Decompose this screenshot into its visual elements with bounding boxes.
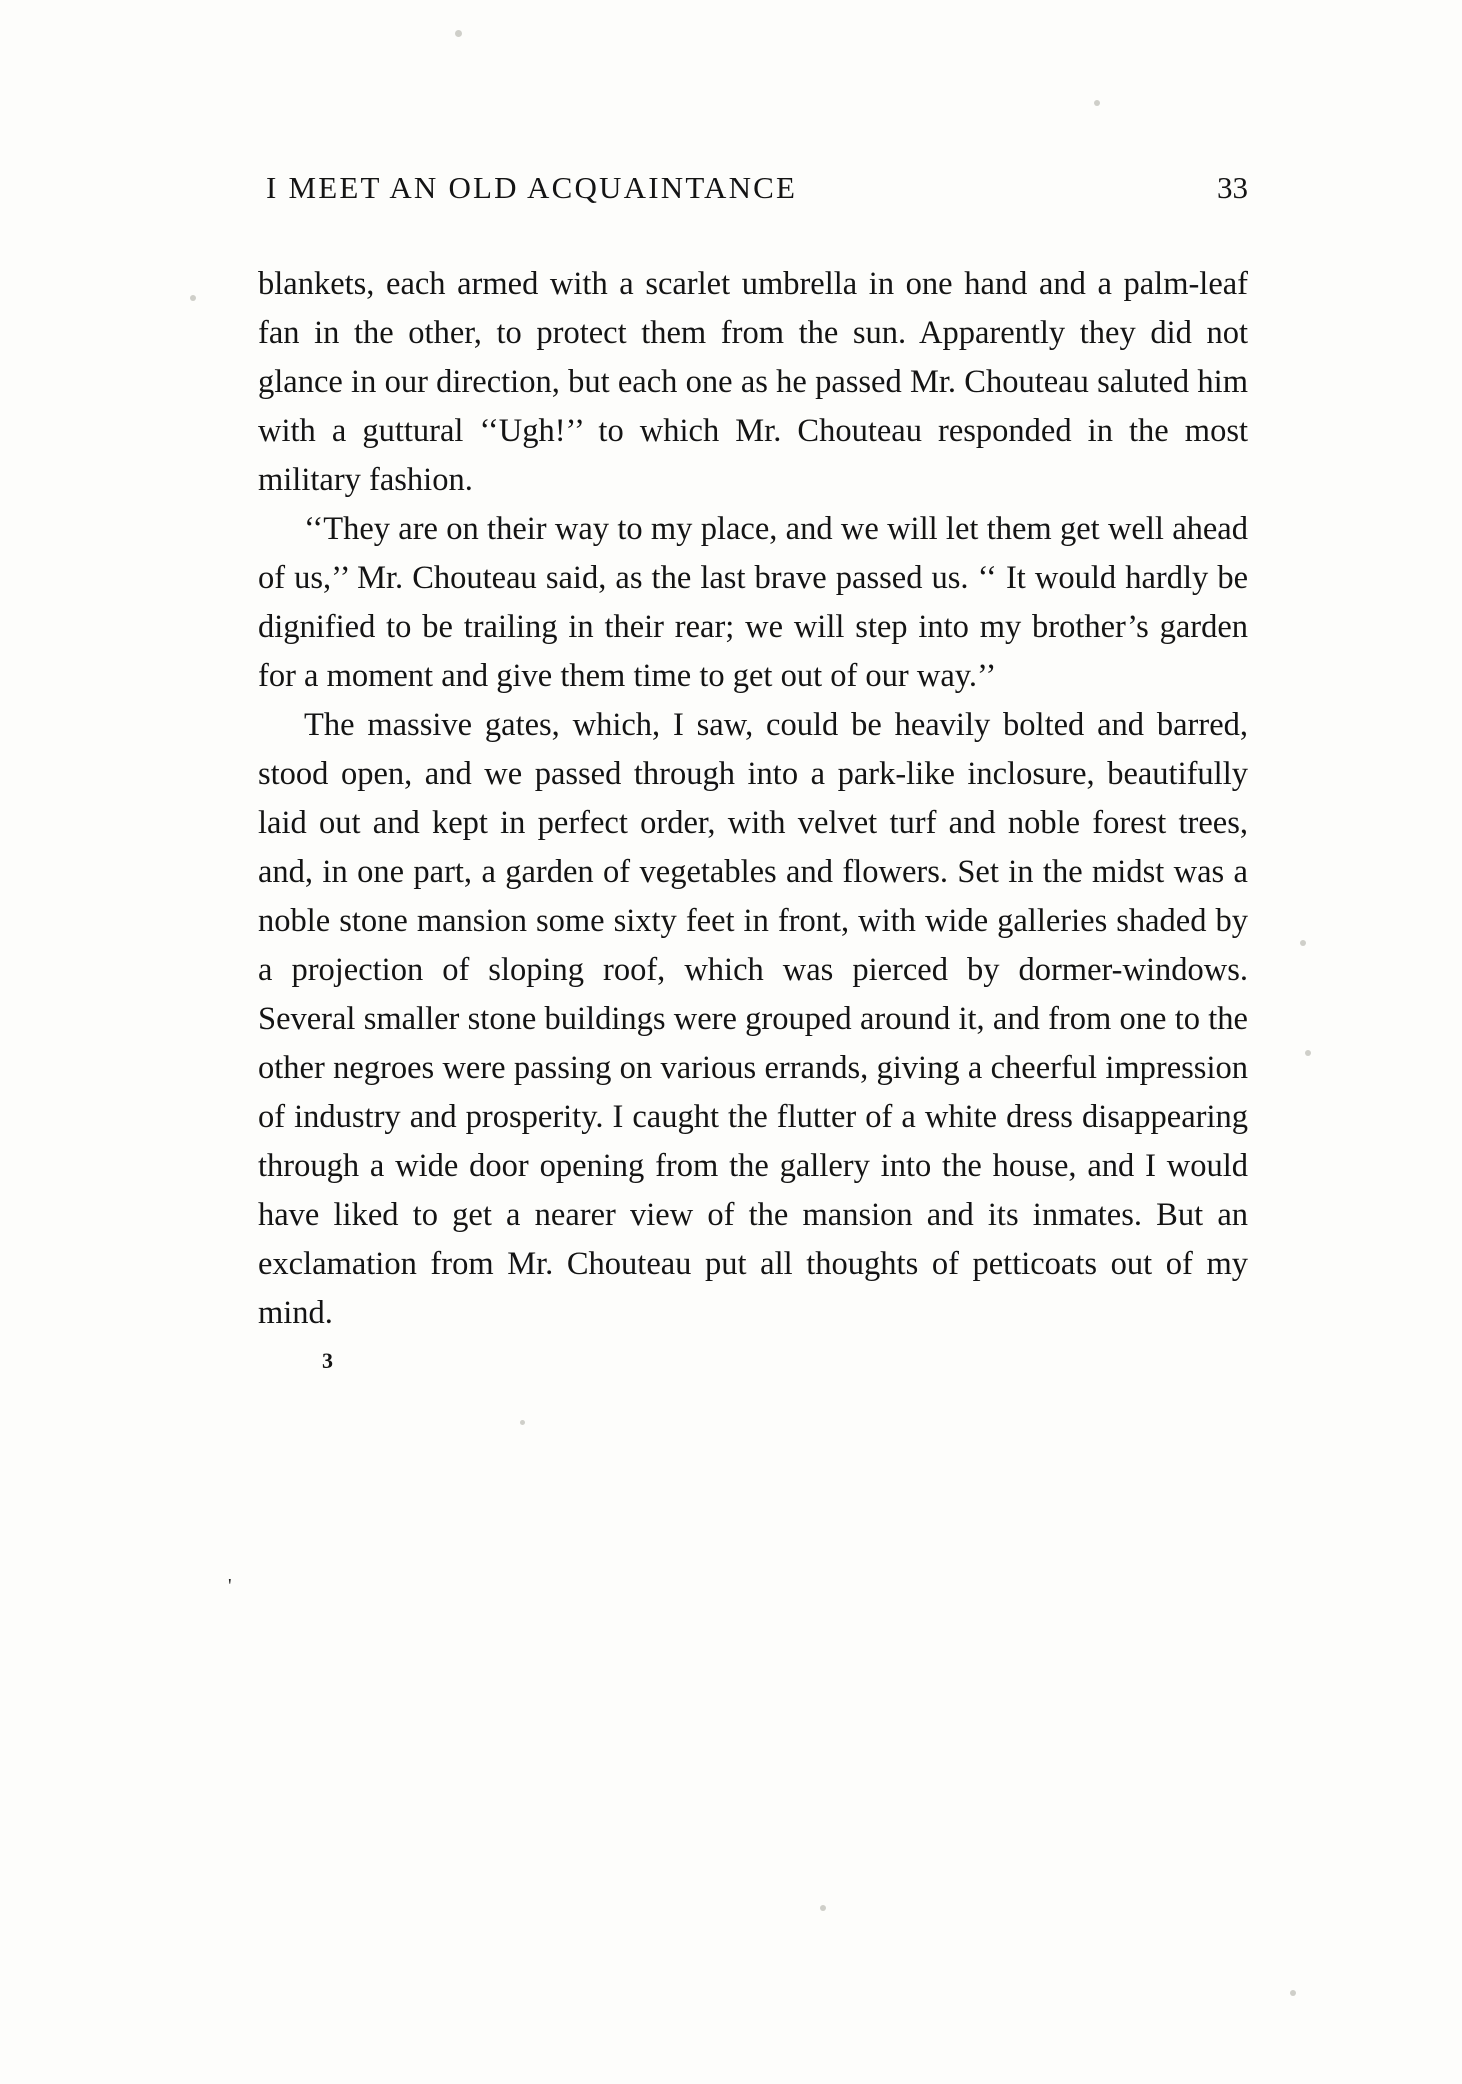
paper-speck [190,295,196,301]
running-head [258,170,1248,206]
paper-speck [1305,1050,1311,1056]
paper-speck [1300,940,1306,946]
page-content [258,170,1248,1374]
paper-speck [455,30,462,37]
paragraph: blankets, each armed with a scarlet umbrella in one hand and a palm-leaf fan in the other, to protect them from the sun. Apparently they did not glance in our direction, but each one as he passed Mr. Chouteau saluted him with a guttural ‘‘Ugh!’’ to which Mr. Chouteau responded in the most military fashion. [258,266,1248,498]
chapter-running-title: I MEET AN OLD ACQUAINTANCE [266,170,798,205]
paper-speck [1094,100,1100,106]
marginal-tick-mark: ' [228,1575,232,1597]
paper-speck [1290,1990,1296,1996]
paper-speck [520,1420,525,1425]
signature-mark: 3 [322,1348,333,1373]
paragraph: ‘‘They are on their way to my place, and we will let them get well ahead of us,’’ Mr. Chouteau said, as the last brave passed us. ‘‘ It would hardly be dignified to be trailing in their rear; we will step into my brother’s garden for a moment and give them time to get out of our way.’’ [258,511,1248,694]
paragraph: The massive gates, which, I saw, could be heavily bolted and barred, stood open, and we passed through into a park-like inclosure, beautifully laid out and kept in perfect order, with velvet turf and noble forest trees, and, in one part, a garden of vegetables and flowers. Set in the midst was a noble stone mansion some sixty feet in front, with wide galleries shaded by a projection of sloping roof, which was pierced by dormer-windows. Several smaller stone buildings were grouped around it, and from one to the other negroes were passing on various errands, giving a cheerful impression of industry and prosperity. I caught the flutter of a white dress disappearing through a wide door opening from the gallery into the house, and I would have liked to get a nearer view of the mansion and its inmates. But an exclamation from Mr. Chouteau put all thoughts of petticoats out of my mind. [258,707,1248,1331]
paper-speck [820,1905,826,1911]
page-number: 33 [1217,170,1248,205]
